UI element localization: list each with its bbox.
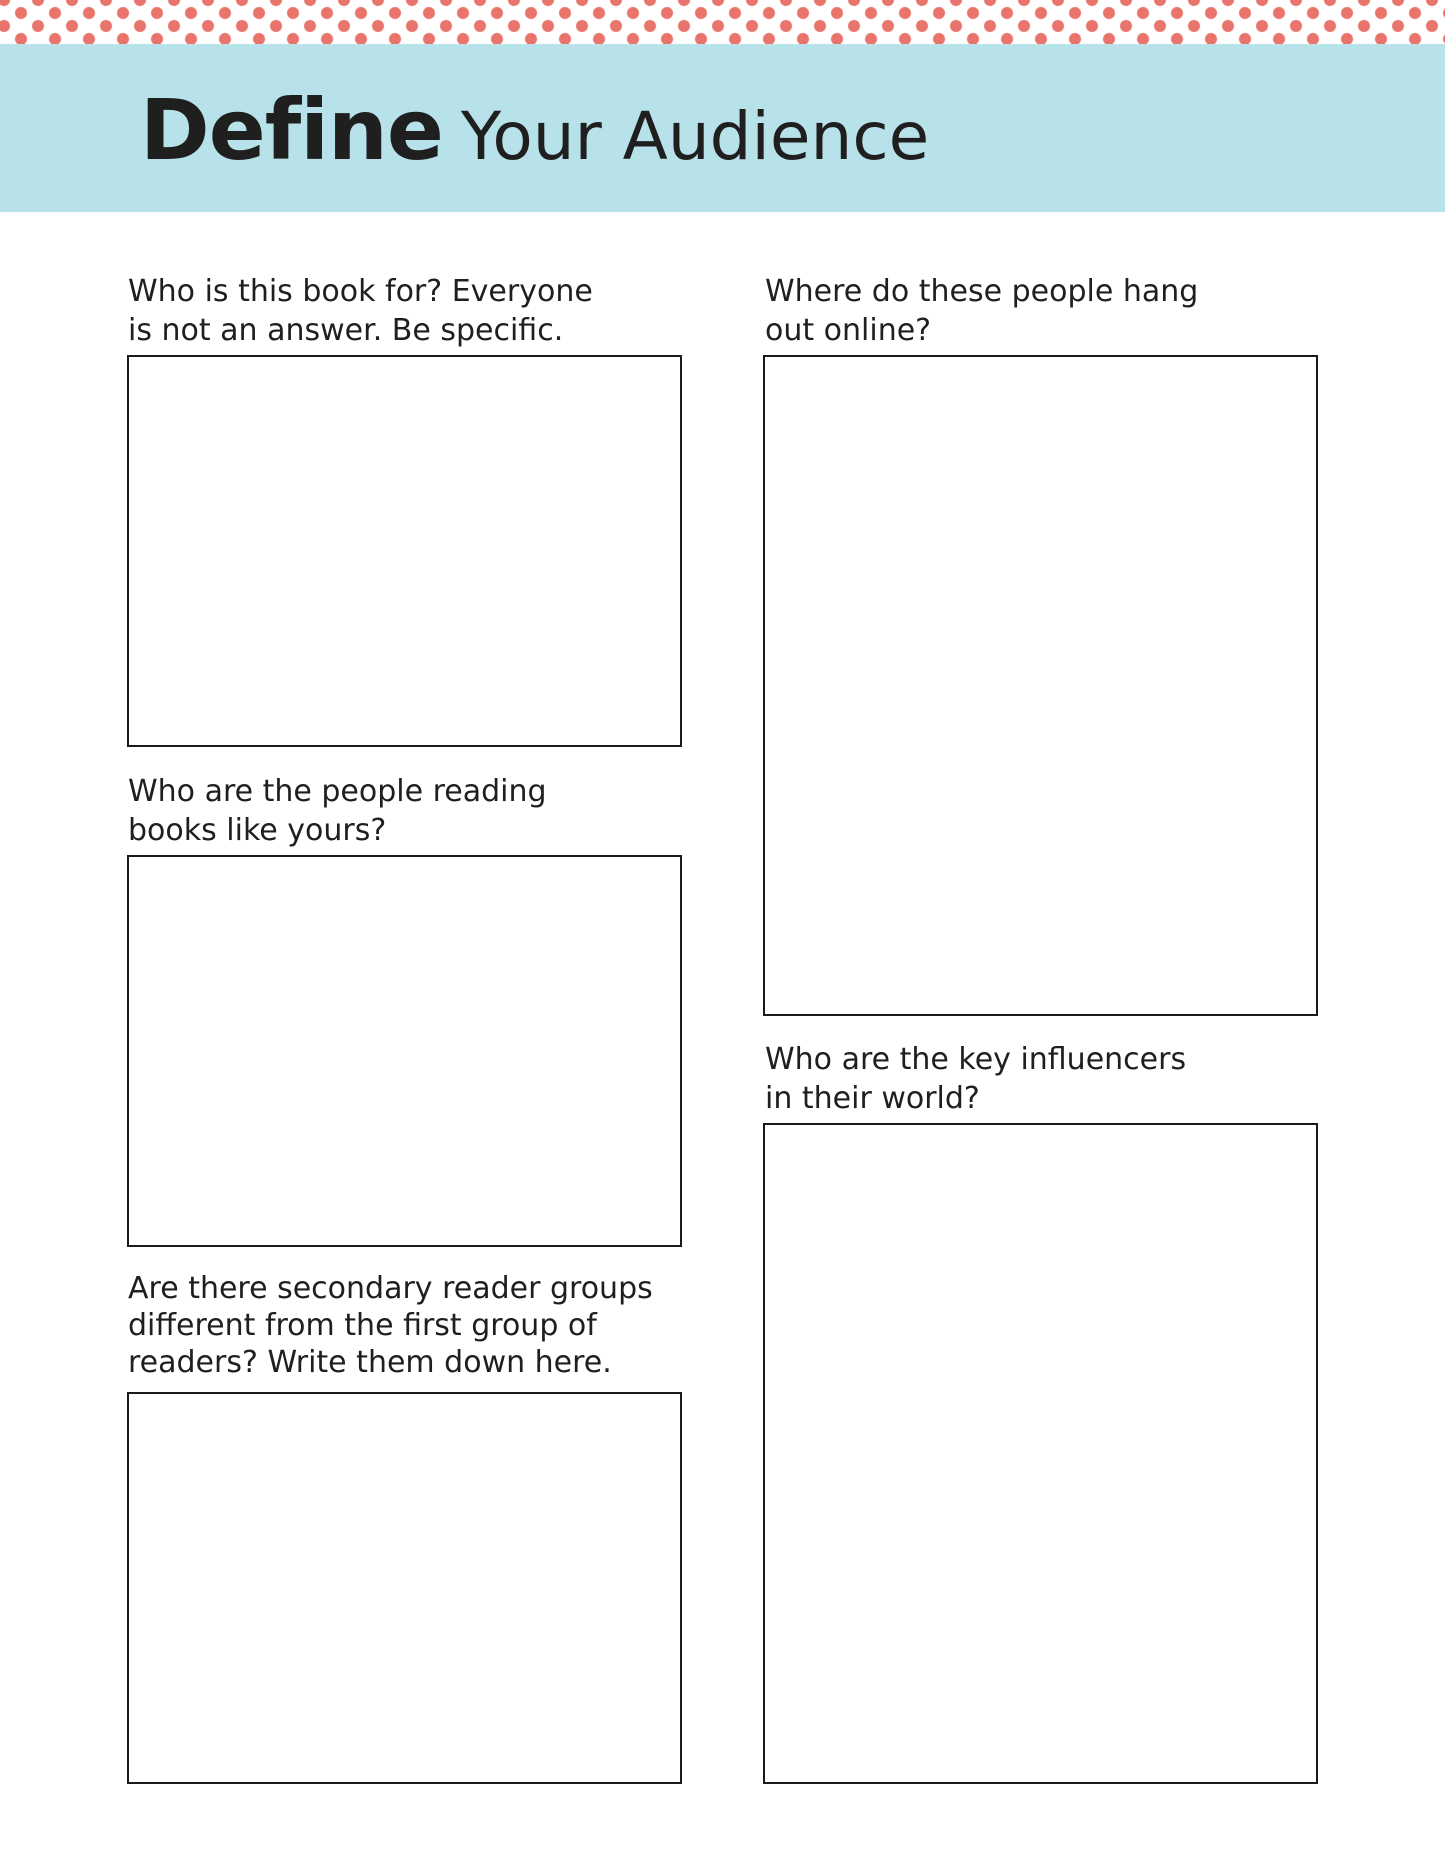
polka-dot-border (0, 0, 1445, 44)
page-title-strong: Define (140, 81, 443, 179)
question-online-label: Where do these people hang out online? (765, 274, 1199, 348)
page-title (140, 81, 930, 179)
question-audience-label: Who is this book for? Everyone is not an answer. Be specific. (128, 274, 593, 348)
answer-box-readers[interactable] (127, 855, 682, 1247)
question-secondary-groups-label: Are there secondary reader groups different from the first group of readers? Write them down here. (128, 1271, 653, 1380)
page-title-light: Your Audience (460, 98, 930, 175)
answer-box-influencers[interactable] (763, 1123, 1318, 1784)
question-readers-label: Who are the people reading books like yours? (128, 774, 547, 848)
answer-box-online[interactable] (763, 355, 1318, 1016)
answer-box-audience[interactable] (127, 355, 682, 747)
question-influencers-label: Who are the key influencers in their world? (765, 1042, 1187, 1116)
answer-box-secondary-groups[interactable] (127, 1392, 682, 1784)
